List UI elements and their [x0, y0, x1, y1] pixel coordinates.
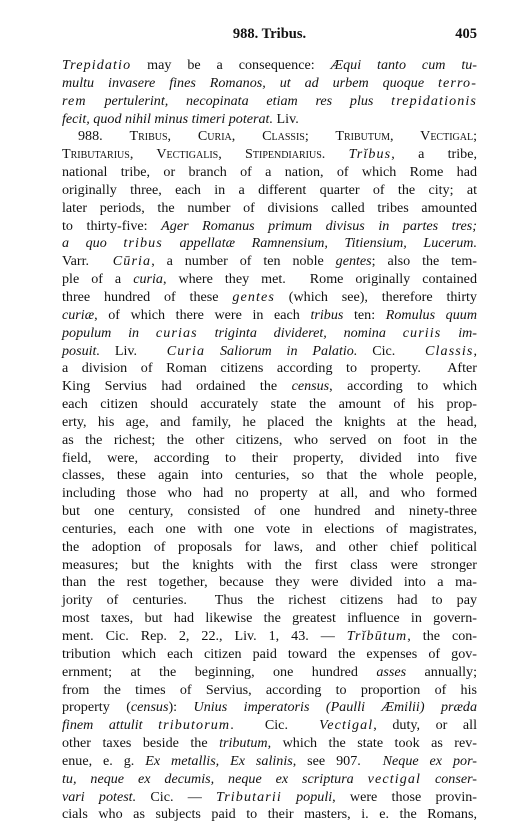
text-run: tribus — [123, 235, 163, 252]
text-run: gentes — [335, 253, 372, 270]
text-run: tribus — [310, 306, 344, 323]
text-line — [62, 450, 477, 468]
text-run: tributorum — [158, 717, 231, 734]
text-run: Cic. — [357, 342, 426, 359]
text-run: centuries, each one with one vote in elections of magistrates, — [62, 520, 477, 537]
text-run: Liv. — [99, 342, 167, 359]
text-run: terro- — [438, 74, 477, 91]
text-run: erty, his age, and family, he placed the knights at the head, — [62, 413, 477, 430]
text-line — [62, 735, 477, 753]
text-run: tribution which each citizen paid toward the expenses of gov- — [62, 645, 477, 662]
text-run: Ager Romanus primum divisus in partes tres; — [161, 217, 477, 234]
text-line — [62, 592, 477, 610]
text-run: tributum — [219, 735, 268, 752]
text-run: multu invasere fines Romanos, ut ad urbem quoque — [62, 74, 439, 91]
text-run: appellatæ Ramnensium, Titiensium, Lucerum. — [162, 235, 478, 252]
text-line — [62, 253, 477, 271]
text-run: but one century, consisted of one hundred and ninety-three — [62, 503, 477, 520]
text-line — [62, 789, 477, 807]
text-line — [62, 271, 477, 289]
text-line — [62, 485, 477, 503]
text-run: curiis — [402, 324, 442, 341]
text-run: King Servius had ordained the — [62, 378, 292, 395]
text-line — [62, 182, 477, 200]
text-run: census — [291, 378, 330, 395]
text-run: ): — [168, 699, 194, 716]
text-line — [62, 467, 477, 485]
text-run: Classis — [425, 342, 474, 359]
text-line — [62, 574, 477, 592]
text-run: im- — [441, 324, 478, 341]
text-line — [62, 753, 477, 771]
text-run: Trĭbūtum — [346, 628, 408, 644]
text-line — [62, 396, 477, 414]
page-number: 405 — [455, 26, 477, 42]
text-run: asses — [376, 663, 407, 680]
text-run: curias — [155, 324, 198, 341]
text-line — [62, 664, 477, 682]
text-run: , of which there were in each — [94, 306, 311, 323]
text-run: conser- — [421, 770, 477, 787]
text-run: classes, these again into centuries, so that the whole people, — [62, 467, 477, 484]
text-line — [62, 503, 477, 521]
text-run: a division of Roman citizens according to property. After — [62, 360, 477, 377]
text-run: Vectigal — [319, 717, 374, 734]
text-run: . Cic. — [230, 717, 320, 734]
text-line — [62, 75, 477, 93]
text-line — [62, 414, 477, 432]
text-line — [62, 289, 477, 307]
text-run: property ( — [62, 699, 131, 716]
text-run — [282, 789, 296, 805]
text-run: cials who as subjects paid to their masters, i. e. the Romans, — [62, 806, 477, 823]
text-line — [62, 343, 477, 361]
text-line — [62, 557, 477, 575]
text-run: Tribus, Curia, Classis; Tributum, Vectigal; — [129, 128, 478, 145]
text-line — [62, 57, 477, 75]
text-run: vectigal — [367, 770, 422, 787]
text-run: field, were, according to their property, divided into five — [62, 449, 477, 466]
text-run: annually; — [406, 663, 477, 680]
text-run: triginta divideret, nomina — [197, 324, 403, 341]
text-run: as the richest; the other citizens, who served on foot in the — [62, 431, 477, 448]
text-run: populi — [296, 788, 333, 805]
text-line — [62, 521, 477, 539]
text-run: to thirty-five: — [62, 217, 162, 234]
text-run: posuit. — [62, 342, 100, 359]
text-run: three hundred of these — [62, 288, 233, 305]
text-line — [62, 539, 477, 557]
text-run: Ex metallis, Ex salinis — [145, 752, 293, 769]
text-run: , a number of ten noble — [151, 253, 336, 270]
text-run: trepidationis — [391, 92, 477, 109]
text-run: most taxes, but had likewise the greatest influence in govern- — [62, 610, 477, 627]
text-line — [62, 806, 477, 824]
text-line — [62, 164, 477, 182]
text-line — [62, 111, 477, 129]
text-run: rem — [62, 92, 87, 109]
text-run: finem attulit — [62, 717, 159, 734]
text-run: , duty, or all — [373, 717, 478, 734]
text-run: than the rest together, because they were divided into a ma- — [62, 574, 477, 591]
text-run — [325, 146, 348, 162]
text-run: populum in — [62, 324, 156, 341]
text-line — [62, 200, 477, 218]
text-run: , where they met. Rome originally contained — [162, 271, 477, 288]
text-line — [62, 146, 477, 164]
text-line — [62, 699, 477, 717]
text-run: each citizen should accurately state the amount of his prop- — [62, 396, 477, 413]
text-run: Tributarius, Vectigalis, Stipendiarius. — [62, 146, 326, 163]
text-run: ten: — [343, 306, 386, 323]
text-line — [62, 771, 477, 789]
text-run: ple of a — [62, 271, 134, 288]
text-run: from the times of Servius, according to proportion of his — [62, 681, 477, 698]
text-run: Neque ex por- — [382, 752, 477, 769]
text-run: national tribe, or branch of a nation, of which Rome had — [62, 164, 477, 181]
text-run: curiæ — [62, 306, 95, 323]
text-line — [62, 93, 477, 111]
text-run: Trepidatio — [62, 57, 132, 73]
text-line — [62, 218, 477, 236]
running-header — [62, 26, 477, 46]
text-run: Unius imperatoris (Paulli Æmilii) præda — [193, 699, 477, 716]
text-run: including those who had no property at all, and who formed — [62, 485, 477, 502]
text-run: curia — [133, 271, 163, 288]
text-line — [62, 717, 477, 735]
text-run: Saliorum in Palatio. — [205, 342, 358, 359]
body-text — [62, 57, 477, 824]
text-run: , which the state took as rev- — [267, 735, 478, 752]
text-run: may be a consequence: — [131, 57, 331, 73]
text-run: 988. — [78, 128, 130, 145]
text-run: vari potest. — [62, 788, 137, 805]
text-run: Trĭbus — [348, 146, 392, 163]
text-run: Cic. — — [136, 788, 217, 805]
text-run: , according to which — [329, 378, 478, 395]
text-line — [62, 128, 477, 146]
text-run: (which see), therefore thirty — [274, 288, 477, 305]
text-run: , see 907. — [292, 752, 383, 769]
text-line — [62, 432, 477, 450]
text-run: a quo — [62, 235, 124, 252]
text-run: , were those provin- — [332, 788, 478, 805]
text-run: Varr. — [62, 253, 113, 270]
text-run: Æqui tanto cum tu- — [330, 57, 477, 73]
text-run: other taxes beside the — [62, 735, 220, 752]
text-run: , a tribe, — [391, 146, 477, 163]
text-line — [62, 378, 477, 396]
text-line — [62, 307, 477, 325]
text-run: measures; but the knights with the first class were stronger — [62, 556, 477, 573]
text-run: Curia — [166, 342, 206, 359]
text-run: ; also the tem- — [371, 253, 478, 270]
running-title: 988. Tribus. — [232, 26, 307, 42]
text-line — [62, 646, 477, 664]
text-line — [62, 682, 477, 700]
text-run: Cūria — [112, 253, 152, 270]
text-run: , the con- — [407, 628, 477, 644]
text-run: originally three, each in a different quarter of the city; at — [62, 181, 477, 198]
text-run: Romulus quum — [385, 306, 477, 323]
text-run: ernment; at the beginning, one hundred — [62, 663, 377, 680]
text-run: enue, e. g. — [62, 752, 146, 769]
text-run: jority of centuries. Thus the richest citizens had to pay — [62, 592, 477, 609]
text-run: census — [130, 699, 169, 716]
text-line — [62, 628, 477, 646]
text-run: Liv. — [273, 110, 299, 127]
text-run: later periods, the number of divisions called tribes amounted — [62, 199, 477, 216]
text-line — [62, 610, 477, 628]
text-run: , — [473, 342, 477, 359]
text-run: tu, neque ex decumis, neque ex scriptura — [62, 770, 368, 787]
text-run: pertulerint, necopinata etiam res plus — [86, 92, 392, 109]
text-line — [62, 325, 477, 343]
text-run: ment. Cic. Rep. 2, 22., Liv. 1, 43. — — [62, 628, 347, 644]
text-line — [62, 360, 477, 378]
text-run: Tributarii — [216, 788, 282, 805]
text-line — [62, 235, 477, 253]
text-run: the adoption of proposals for laws, and other chief political — [62, 538, 477, 555]
text-run: fecit, quod nihil minus timeri poterat. — [62, 110, 274, 127]
text-run: gentes — [232, 288, 275, 305]
